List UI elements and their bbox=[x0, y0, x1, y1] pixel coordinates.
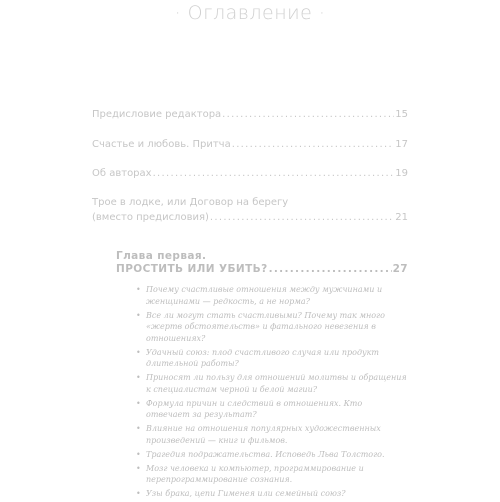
toc-line bbox=[92, 107, 408, 122]
toc-entry-title: Предисловие редактора bbox=[92, 109, 222, 120]
bullet-icon: • bbox=[136, 463, 141, 473]
toc-entry-editor-preface[interactable] bbox=[92, 107, 408, 122]
toc-entry-title-line2: (вместо предисловия) bbox=[92, 212, 209, 223]
bullet-icon: • bbox=[136, 424, 141, 433]
list-item: • Мозг человека и компьютер, программирование и перепрограммирование сознания. bbox=[136, 463, 364, 484]
chapter-title-line1: Глава первая. bbox=[116, 250, 207, 262]
page-title: · Оглавление · bbox=[174, 2, 326, 24]
toc-entry-about-authors[interactable] bbox=[92, 166, 408, 181]
dot-leader bbox=[269, 263, 392, 276]
list-item: • Приносят ли пользу для отношений молитвы и обращения к специалистам черной и белой магии? bbox=[136, 373, 407, 394]
list-item: • Узы брака, цепи Гименея или семейный союз? bbox=[136, 489, 346, 498]
bullet-icon: • bbox=[136, 347, 141, 357]
dot-leader bbox=[153, 166, 395, 181]
toc-chapter-one[interactable] bbox=[116, 250, 408, 276]
toc-line bbox=[92, 137, 408, 152]
chapter-title-line bbox=[116, 263, 408, 276]
chapter-page-number: 27 bbox=[392, 263, 408, 275]
chapter-title-line2: ПРОСТИТЬ ИЛИ УБИТЬ? bbox=[116, 263, 268, 275]
bullet-icon: • bbox=[136, 373, 141, 382]
list-item: • Почему счастливые отношения между мужчинами и женщинами — редкость, а не норма? bbox=[136, 285, 383, 306]
toc-page-number: 19 bbox=[395, 168, 408, 179]
list-item: • Все ли могут стать счастливыми? Почему так много «жертв обстоятельств» и фатального невезения в отношениях? bbox=[136, 310, 385, 343]
toc-entry-title-line1: Трое в лодке, или Договор на берегу bbox=[92, 197, 289, 208]
bullet-icon: • bbox=[136, 285, 141, 294]
toc-entry-title: Об авторах bbox=[92, 168, 152, 179]
toc-line bbox=[92, 166, 408, 181]
chapter-question-list bbox=[136, 284, 408, 502]
toc-line bbox=[92, 210, 408, 225]
toc-entry-three-in-boat[interactable] bbox=[92, 195, 408, 225]
dot-leader bbox=[232, 137, 395, 152]
list-item: • Формула причин и следствий в отношениях. Кто отвечает за результат? bbox=[136, 398, 363, 419]
dot-leader bbox=[210, 210, 394, 225]
bullet-icon: • bbox=[136, 489, 141, 498]
toc-page-number: 15 bbox=[395, 109, 408, 120]
list-item: • Трагедия подражательства. Исповедь Льва Толстого. bbox=[136, 449, 385, 459]
toc-page-number: 17 bbox=[395, 139, 408, 150]
bullet-icon: • bbox=[136, 310, 141, 320]
toc-entry-parable[interactable] bbox=[92, 137, 408, 152]
list-item: • Влияние на отношения популярных художественных произведений — книг и фильмов. bbox=[136, 424, 381, 445]
toc-page-number: 21 bbox=[395, 212, 408, 223]
dot-leader bbox=[222, 107, 394, 122]
toc-entry-title: Счастье и любовь. Притча bbox=[92, 139, 231, 150]
bullet-icon: • bbox=[136, 398, 141, 408]
list-item: • Удачный союз: плод счастливого случая или продукт длительной работы? bbox=[136, 347, 380, 368]
bullet-icon: • bbox=[136, 449, 141, 459]
